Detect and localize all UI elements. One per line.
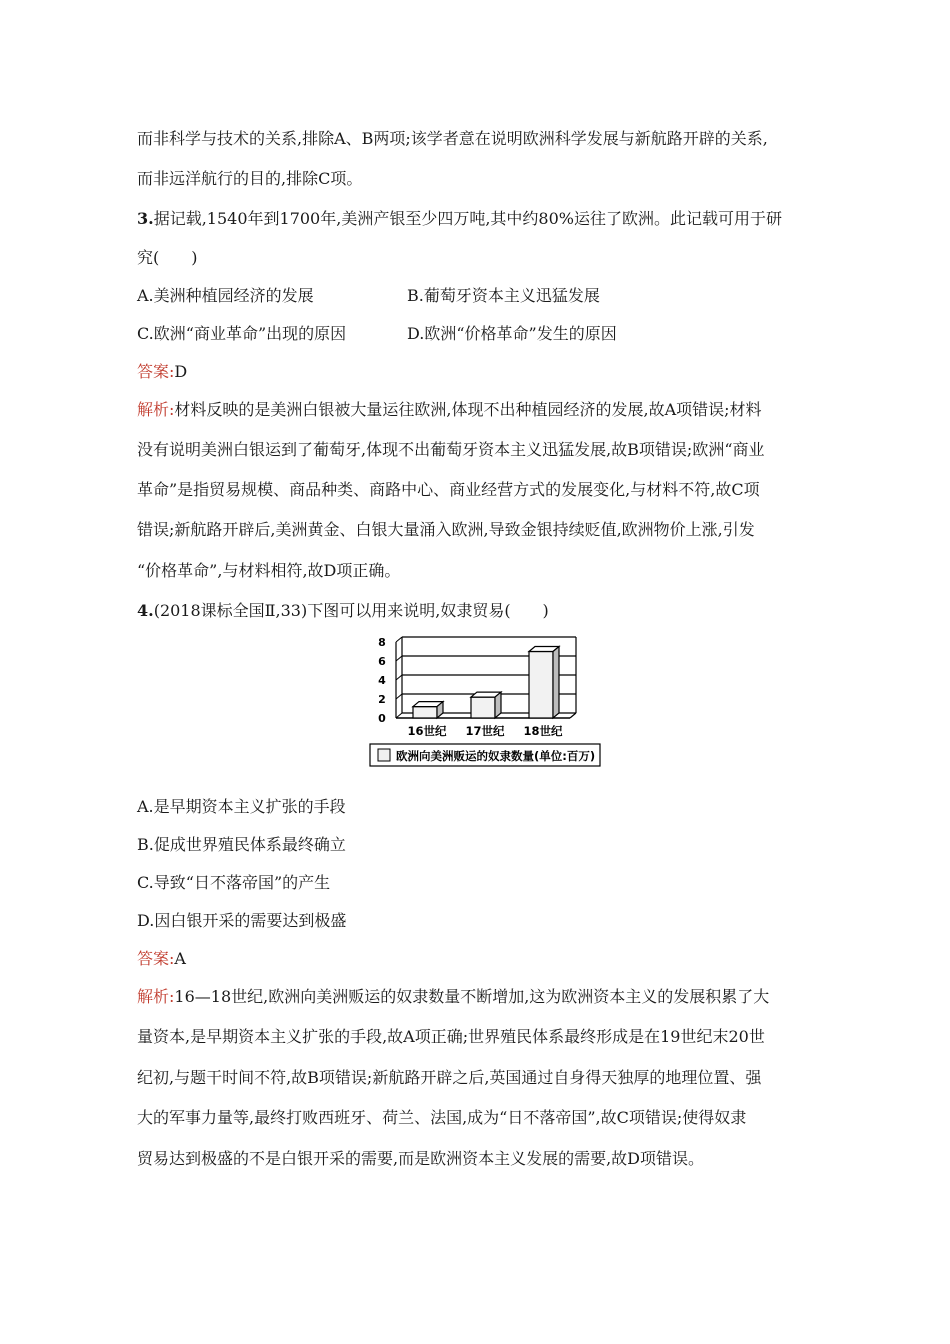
bar-front [471,697,495,718]
chart-bars [413,647,559,719]
legend-swatch [378,749,390,761]
q3-number: 3. [137,209,154,228]
gridline-side [396,694,402,699]
gridline-side [396,656,402,661]
q3-analysis-line-4: 错误;新航路开辟后,美洲黄金、白银大量涌入欧洲,导致金银持续贬值,欧洲物价上涨,引发 [137,520,755,539]
q4-analysis-label: 解析: [137,987,175,1006]
q3-stem [137,209,782,229]
intro-line-1: 而非科学与技术的关系,排除A、B两项;该学者意在说明欧洲科学发展与新航路开辟的关系, [137,129,768,148]
gridline-side [396,637,402,642]
q3-option-c[interactable]: C.欧洲“商业革命”出现的原因 [137,324,347,343]
gridline-side [396,675,402,680]
bar [413,702,443,718]
q4-analysis-line-1 [137,987,769,1007]
q3-stem-line-1: 据记载,1540年到1700年,美洲产银至少四万吨,其中约80%运往了欧洲。此记载可用于研 [153,209,782,228]
chart-x-ticks [407,724,563,738]
q3-analysis-line-2: 没有说明美洲白银运到了葡萄牙,体现不出葡萄牙资本主义迅猛发展,故B项错误;欧洲“商业 [137,440,765,459]
y-tick-label: 6 [378,655,386,668]
q4-analysis-text: 16—18世纪,欧洲向美洲贩运的奴隶数量不断增加,这为欧洲资本主义的发展积累了大 [174,987,770,1006]
y-tick-label: 2 [378,693,386,706]
q3-option-a[interactable]: A.美洲种植园经济的发展 [137,286,314,305]
q3-stem-line-2: 究( ) [137,248,198,267]
q4-number: 4. [137,601,154,620]
q4-analysis-line-2: 量资本,是早期资本主义扩张的手段,故A项正确;世界殖民体系最终形成是在19世纪末20世 [137,1027,765,1046]
x-tick-label: 16世纪 [407,724,447,738]
q4-analysis-line-4: 大的军事力量等,最终打败西班牙、荷兰、法国,成为“日不落帝国”,故C项错误;使得奴隶 [137,1108,747,1127]
floor-right [570,713,576,718]
chart-legend [370,744,600,766]
chart-y-ticks [378,636,386,725]
y-tick-label: 4 [378,674,386,687]
q3-analysis-text: 材料反映的是美洲白银被大量运往欧洲,体现不出种植园经济的发展,故A项错误;材料 [174,400,762,419]
q3-option-b[interactable]: B.葡萄牙资本主义迅猛发展 [407,286,600,305]
q3-answer-label: 答案: [137,362,175,381]
bar-front [413,707,437,718]
q3-analysis-line-1 [137,400,762,420]
bar [471,692,501,718]
q4-stem-text: (2018课标全国Ⅱ,33)下图可以用来说明,奴隶贸易( ) [153,601,549,620]
q4-answer-value: A [174,949,186,968]
q3-analysis-label: 解析: [137,400,175,419]
q4-analysis-line-5: 贸易达到极盛的不是白银开采的需要,而是欧洲资本主义发展的需要,故D项错误。 [137,1149,705,1168]
y-tick-label: 0 [378,712,386,725]
q3-option-d[interactable]: D.欧洲“价格革命”发生的原因 [407,324,617,343]
x-tick-label: 18世纪 [523,724,563,738]
q3-answer-value: D [174,362,188,381]
y-tick-label: 8 [378,636,386,649]
q3-answer [137,362,187,382]
q4-answer-label: 答案: [137,949,175,968]
bar-front [529,652,553,719]
bar-side [495,692,501,718]
q4-stem [137,601,549,621]
bar-side [553,647,559,719]
q4-option-d[interactable]: D.因白银开采的需要达到极盛 [137,911,347,930]
q3-analysis-line-3: 革命”是指贸易规模、商品种类、商路中心、商业经营方式的发展变化,与材料不符,故C项 [137,480,760,499]
q4-option-c[interactable]: C.导致“日不落帝国”的产生 [137,873,331,892]
gridline-side [396,713,402,718]
intro-line-2: 而非远洋航行的目的,排除C项。 [137,169,363,188]
legend-label: 欧洲向美洲贩运的奴隶数量(单位:百万) [396,749,596,763]
bar [529,647,559,719]
q3-analysis-line-5: “价格革命”,与材料相符,故D项正确。 [137,561,401,580]
q4-answer [137,949,186,969]
q4-analysis-line-3: 纪初,与题干时间不符,故B项错误;新航路开辟之后,英国通过自身得天独厚的地理位置、强 [137,1068,762,1087]
q4-option-b[interactable]: B.促成世界殖民体系最终确立 [137,835,346,854]
x-tick-label: 17世纪 [465,724,505,738]
q4-option-a[interactable]: A.是早期资本主义扩张的手段 [137,797,346,816]
slave-trade-bar-chart [356,634,606,774]
